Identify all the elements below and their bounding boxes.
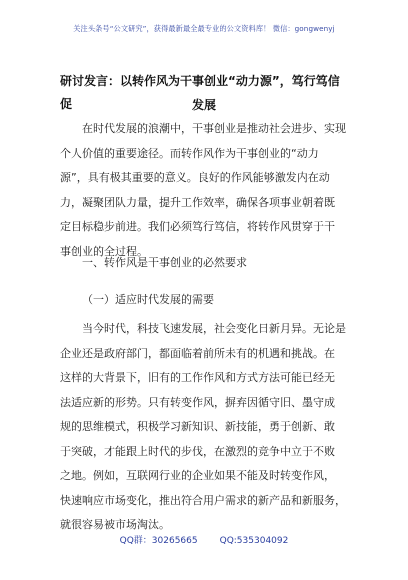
paragraph-line: 企业还是政府部门，都面临着前所未有的机遇和挑战。在 [60,346,335,360]
paragraph-line: 事创业的全过程。 [60,244,148,258]
paragraph-line: 快速响应市场变化，推出符合用户需求的新产品和新服务， [60,493,346,507]
paragraph-line: 规的思维模式，积极学习新知识、新技能，勇于创新、敢 [60,420,335,433]
footer [0,533,408,546]
header-banner: 关注头条号“公文研究”，获得最新最全最专业的公文资料库！ 微信：gongwenyj [73,24,335,33]
document-title-line-2: 发展 [191,98,216,112]
footer-qq-group: QQ群：30265665 [119,536,198,546]
paragraph-line: 于突破，才能跟上时代的步伐，在激烈的竞争中立于不败 [60,444,335,458]
section-heading: 一、转作风是干事创业的必然要求 [82,256,247,269]
intro-paragraph [60,117,350,264]
paragraph-line: 在时代发展的浪潮中，干事创业是推动社会进步、实现 [82,122,346,135]
body-paragraph [60,317,350,538]
paragraph-line: 当今时代，科技飞速发展，社会变化日新月异。无论是 [82,322,346,335]
paragraph-line: 就很容易被市场淘汰。 [60,518,170,531]
subsection-heading: （一）适应时代发展的需要 [82,293,214,306]
paragraph-line: 定目标稳步前进。我们必须笃行笃信，将转作风贯穿于干 [60,220,335,233]
document-title-line-1: 研讨发言：以转作风为干事创业“动力源”，笃行笃信促 [60,74,340,111]
footer-qq: QQ:535304092 [219,536,289,546]
paragraph-line: 之地。例如，互联网行业的企业如果不能及时转变作风， [60,469,335,482]
paragraph-line: 力，凝聚团队力量，提升工作效率，确保各项事业朝着既 [60,195,335,209]
paragraph-line: 源”，具有极其重要的意义。良好的作风能够激发内在动 [60,171,330,184]
paragraph-line: 法适应新的形势。只有转变作风，摒弃因循守旧、墨守成 [60,395,335,409]
paragraph-line: 个人价值的重要途径。而转作风作为干事创业的“动力 [60,146,319,160]
paragraph-line: 这样的大背景下，旧有的工作作风和方式方法可能已经无 [60,371,335,384]
